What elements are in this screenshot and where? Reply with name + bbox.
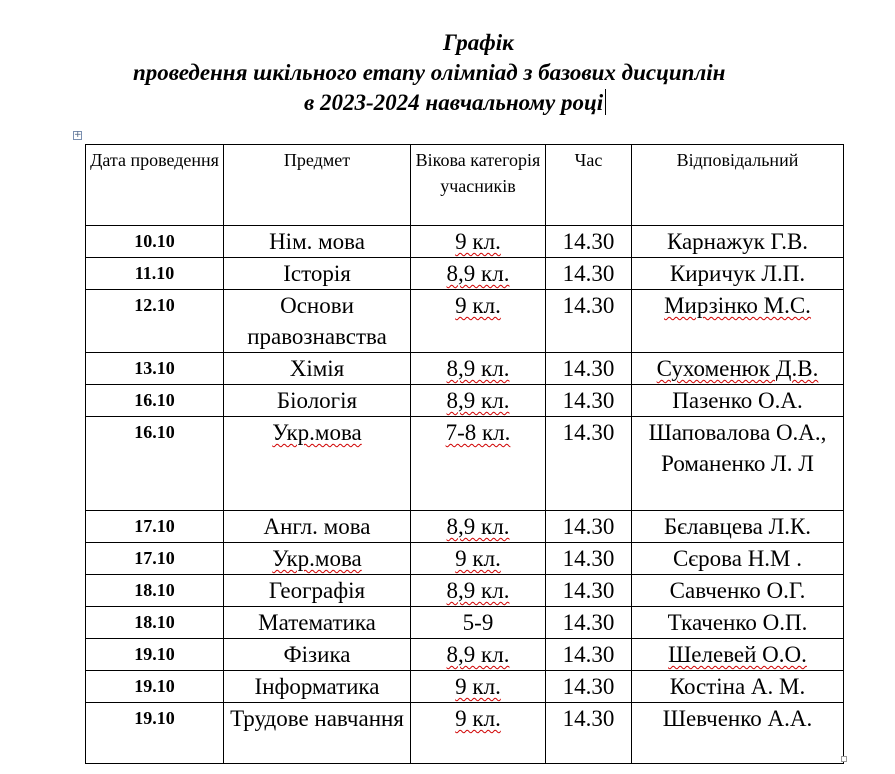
cell-age [411, 703, 546, 764]
cell-subject-text: Укр.мова [272, 420, 362, 445]
cell-responsible: Бєлавцева Л.К. [632, 511, 844, 543]
cell-age-text: 8,9 кл. [446, 356, 510, 381]
cell-responsible: Карнажук Г.В. [632, 226, 844, 258]
cell-age-text: 8,9 кл. [446, 578, 510, 603]
cell-date: 17.10 [86, 511, 224, 543]
cell-responsible: Савченко О.Г. [632, 575, 844, 607]
cell-responsible: Сєрова Н.М . [632, 543, 844, 575]
cell-subject: Математика [224, 607, 411, 639]
table-row [86, 258, 844, 290]
cell-date: 18.10 [86, 607, 224, 639]
header-time: Час [546, 145, 632, 226]
cell-age-text: 9 кл. [455, 674, 501, 699]
cell-subject: Нім. мова [224, 226, 411, 258]
cell-age [411, 290, 546, 353]
cell-subject: Фізика [224, 639, 411, 671]
cell-responsible: Ткаченко О.П. [632, 607, 844, 639]
cell-date: 17.10 [86, 543, 224, 575]
cell-time: 14.30 [546, 671, 632, 703]
cell-subject: Історія [224, 258, 411, 290]
cell-age [411, 226, 546, 258]
cell-time: 14.30 [546, 639, 632, 671]
table-move-handle-icon[interactable]: + [74, 130, 82, 140]
cell-age [411, 543, 546, 575]
cell-responsible [632, 639, 844, 671]
cell-time: 14.30 [546, 258, 632, 290]
cell-age-text: 8,9 кл. [446, 514, 510, 539]
cell-time: 14.30 [546, 353, 632, 385]
cell-age-text: 9 кл. [455, 293, 501, 318]
table-row [86, 671, 844, 703]
schedule-table [85, 144, 844, 764]
cell-time: 14.30 [546, 575, 632, 607]
cell-date: 11.10 [86, 258, 224, 290]
cell-age [411, 258, 546, 290]
cell-responsible [632, 417, 844, 511]
text-cursor [605, 89, 606, 115]
header-date: Дата проведення [86, 145, 224, 226]
table-row [86, 353, 844, 385]
cell-date: 12.10 [86, 290, 224, 353]
cell-time: 14.30 [546, 290, 632, 353]
cell-age-text: 8,9 кл. [446, 642, 510, 667]
table-resize-handle-icon[interactable] [841, 756, 847, 762]
table-row [86, 575, 844, 607]
header-subject: Предмет [224, 145, 411, 226]
cell-age: 5-9 [411, 607, 546, 639]
cell-subject: Хімія [224, 353, 411, 385]
table-row [86, 703, 844, 764]
cell-time: 14.30 [546, 385, 632, 417]
cell-date: 19.10 [86, 703, 224, 764]
cell-responsible-text: Шаповалова О.А., Романенко Л. Л [648, 420, 827, 476]
cell-subject: Географія [224, 575, 411, 607]
cell-responsible-text: Сухоменюк Д.В. [656, 356, 819, 381]
table-row [86, 639, 844, 671]
cell-date: 10.10 [86, 226, 224, 258]
cell-age-text: 9 кл. [455, 546, 501, 571]
cell-subject-text: Укр.мова [272, 546, 362, 571]
cell-subject: Біологія [224, 385, 411, 417]
cell-date: 13.10 [86, 353, 224, 385]
cell-age [411, 417, 546, 511]
cell-responsible: Шевченко А.А. [632, 703, 844, 764]
cell-date: 16.10 [86, 417, 224, 511]
table-row [86, 511, 844, 543]
cell-age [411, 511, 546, 543]
cell-subject [224, 417, 411, 511]
table-row [86, 385, 844, 417]
cell-responsible-text: Шелевей О.О. [668, 642, 807, 667]
table-row [86, 226, 844, 258]
cell-responsible-text: Мирзінко М.С. [664, 293, 811, 318]
cell-responsible: Киричук Л.П. [632, 258, 844, 290]
table-row [86, 290, 844, 353]
cell-age-text: 9 кл. [455, 229, 501, 254]
cell-subject: Інформатика [224, 671, 411, 703]
cell-responsible: Пазенко О.А. [632, 385, 844, 417]
cell-date: 19.10 [86, 639, 224, 671]
title-line-3 [304, 88, 606, 117]
cell-subject [224, 543, 411, 575]
cell-time: 14.30 [546, 703, 632, 764]
cell-date: 16.10 [86, 385, 224, 417]
cell-date: 19.10 [86, 671, 224, 703]
title-line-1: Графік [443, 30, 514, 55]
table-header-row [86, 145, 844, 226]
cell-responsible: Костіна А. М. [632, 671, 844, 703]
cell-age-text: 8,9 кл. [446, 261, 510, 286]
header-age: Вікова категорія учасників [411, 145, 546, 226]
title-line-3-text: в 2023-2024 навчальному році [304, 90, 604, 115]
cell-responsible [632, 353, 844, 385]
table-row [86, 543, 844, 575]
cell-age [411, 671, 546, 703]
cell-time: 14.30 [546, 543, 632, 575]
cell-age-text: 7-8 кл. [445, 420, 511, 445]
cell-age [411, 385, 546, 417]
cell-age-text: 8,9 кл. [446, 388, 510, 413]
cell-subject: Трудове навчання [224, 703, 411, 764]
cell-responsible [632, 290, 844, 353]
title-line-2: проведення шкільного етапу олімпіад з базових дисциплін [133, 60, 726, 85]
cell-time: 14.30 [546, 511, 632, 543]
table-row [86, 417, 844, 511]
table-row [86, 607, 844, 639]
cell-time: 14.30 [546, 607, 632, 639]
cell-age-text: 9 кл. [455, 706, 501, 731]
cell-age [411, 353, 546, 385]
cell-age [411, 575, 546, 607]
cell-age [411, 639, 546, 671]
cell-subject: Основи правознавства [224, 290, 411, 353]
cell-time: 14.30 [546, 226, 632, 258]
cell-date: 18.10 [86, 575, 224, 607]
header-responsible: Відповідальний [632, 145, 844, 226]
cell-subject: Англ. мова [224, 511, 411, 543]
cell-time: 14.30 [546, 417, 632, 511]
